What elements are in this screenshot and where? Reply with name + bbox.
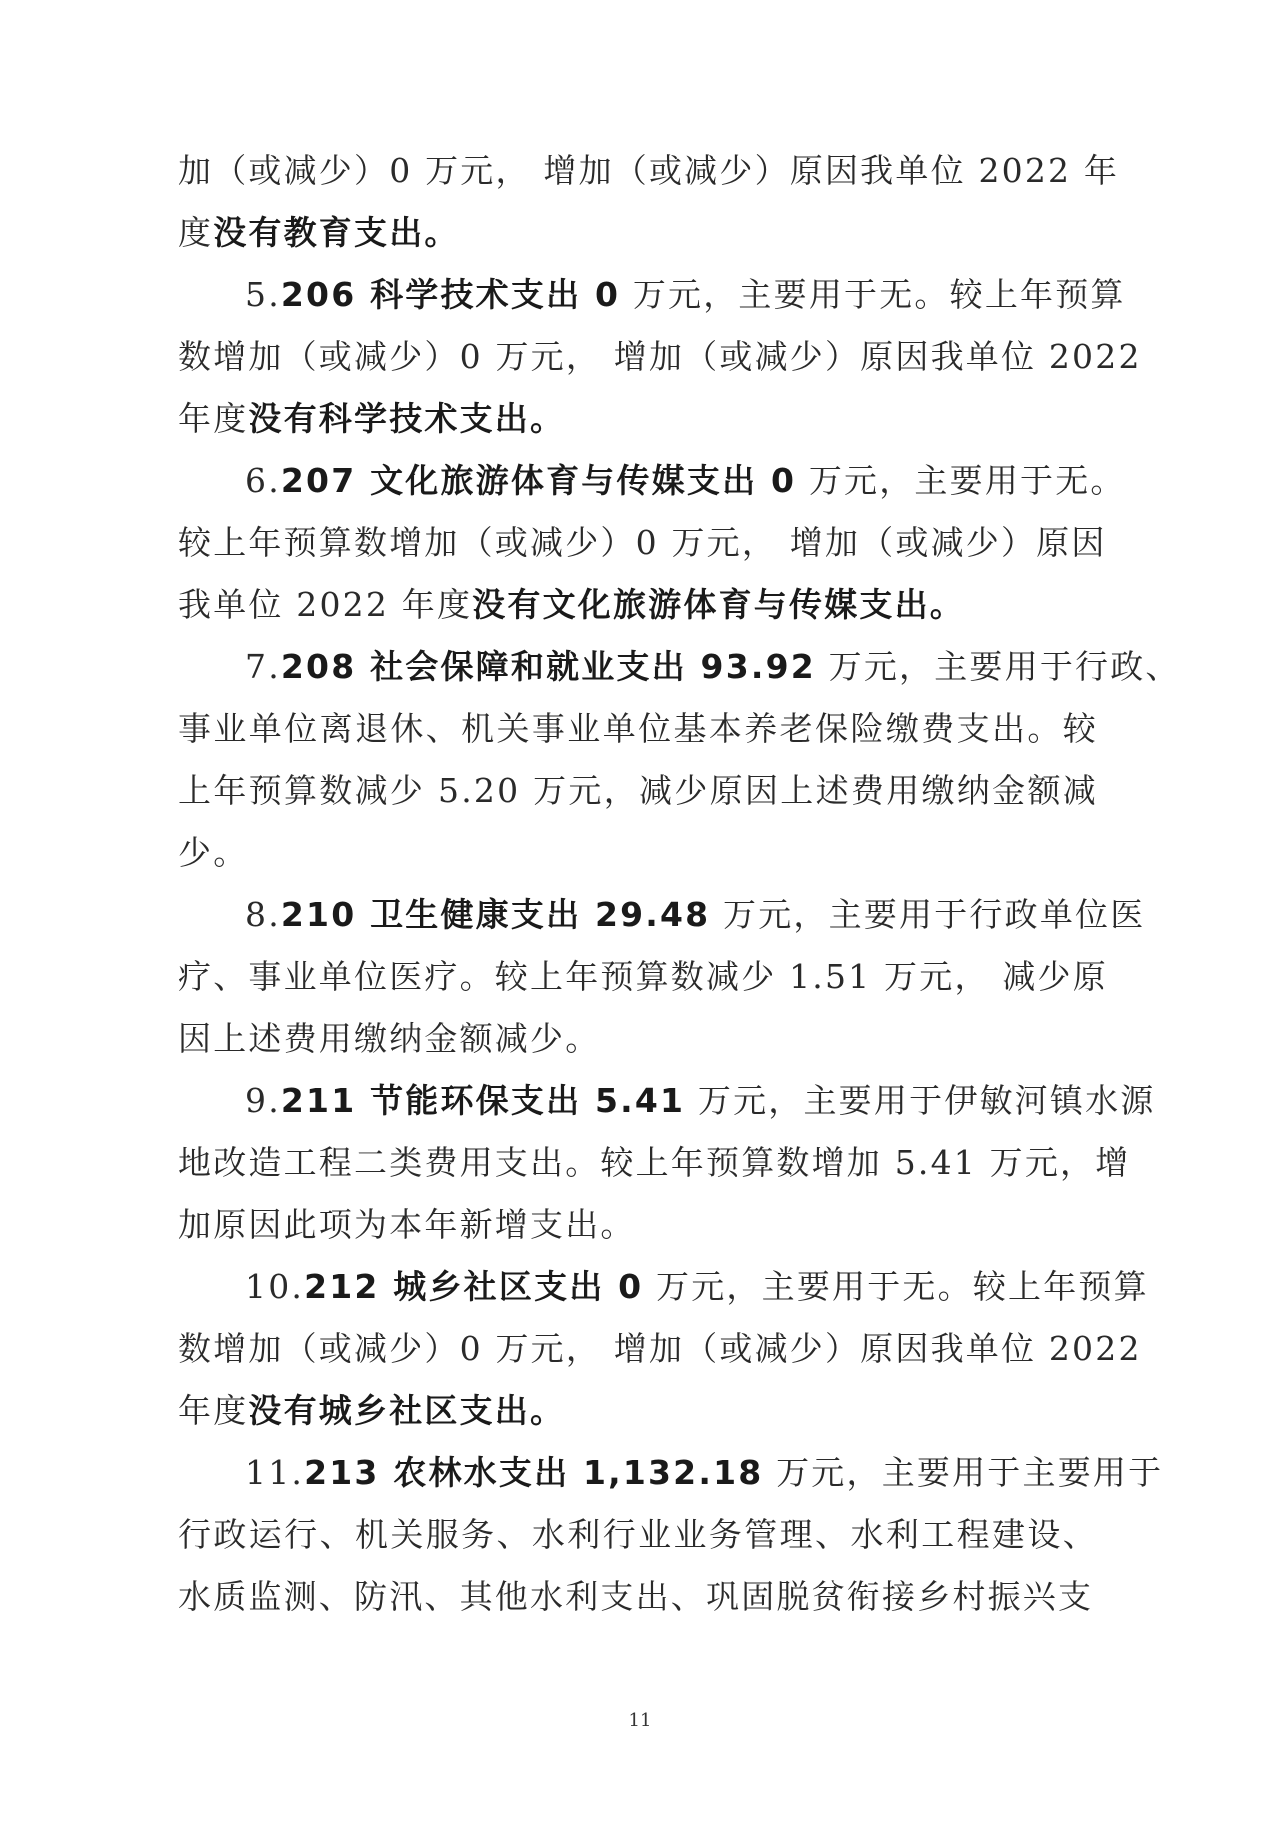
text-run: 年度: [178, 1391, 249, 1430]
bold-text: 206 科学技术支出 0: [280, 275, 621, 314]
text-run: 水质监测、防汛、其他水利支出、巩固脱贫衔接乡村振兴支: [178, 1577, 1094, 1616]
text-line: [178, 388, 1098, 450]
bold-text: 没有文化旅游体育与传媒支出。: [472, 585, 965, 624]
text-line: [178, 760, 1098, 822]
text-run: 8.: [245, 895, 281, 934]
text-line: [178, 1380, 1098, 1442]
bold-text: 210 卫生健康支出 29.48: [280, 895, 711, 934]
text-run: 较上年预算数增加（或减少）0 万元， 增加（或减少）原因: [178, 523, 1107, 562]
bold-text: 没有科学技术支出。: [248, 399, 566, 438]
bold-text: 208 社会保障和就业支出 93.92: [280, 647, 816, 686]
bold-text: 没有教育支出。: [213, 213, 460, 252]
text-line: [178, 884, 1146, 946]
text-run: 上年预算数减少 5.20 万元，减少原因上述费用缴纳金额减: [178, 771, 1098, 810]
paragraph: [178, 450, 1126, 636]
paragraph: [178, 1442, 1164, 1628]
text-line: [178, 636, 1181, 698]
text-line: [178, 1194, 1098, 1256]
bold-text: 没有城乡社区支出。: [248, 1391, 566, 1430]
text-run: 9.: [245, 1081, 281, 1120]
text-run: 万元，主要用于行政、: [815, 647, 1181, 686]
text-line: [178, 1442, 1164, 1504]
bold-text: 211 节能环保支出 5.41: [280, 1081, 686, 1120]
text-run: 万元，主要用于伊敏河镇水源: [685, 1081, 1156, 1120]
text-run: 数增加（或减少）0 万元， 增加（或减少）原因我单位 2022: [178, 337, 1142, 376]
text-line: [178, 326, 1142, 388]
text-run: 万元，主要用于行政单位医: [710, 895, 1146, 934]
text-run: 数增加（或减少）0 万元， 增加（或减少）原因我单位 2022: [178, 1329, 1142, 1368]
text-run: 6.: [245, 461, 281, 500]
text-run: 我单位 2022 年度: [178, 585, 473, 624]
text-run: 度: [178, 213, 214, 252]
text-line: [178, 1318, 1142, 1380]
text-run: 疗、事业单位医疗。较上年预算数减少 1.51 万元， 减少原: [178, 957, 1108, 996]
bold-text: 213 农林水支出 1,132.18: [304, 1453, 764, 1492]
text-run: 加原因此项为本年新增支出。: [178, 1205, 636, 1244]
text-run: 事业单位离退休、机关事业单位基本养老保险缴费支出。较: [178, 709, 1098, 748]
text-line: [178, 264, 1126, 326]
text-line: [178, 1008, 1098, 1070]
text-line: [178, 140, 1120, 202]
document-body: [178, 140, 1181, 1628]
text-line: [178, 946, 1108, 1008]
text-line: [178, 450, 1126, 512]
paragraph: [178, 636, 1181, 884]
paragraph: [178, 264, 1142, 450]
paragraph: [178, 884, 1146, 1070]
text-run: 加（或减少）0 万元， 增加（或减少）原因我单位 2022 年: [178, 151, 1120, 190]
paragraph: [178, 1070, 1156, 1256]
text-run: 万元，主要用于无。较上年预算: [643, 1267, 1149, 1306]
text-run: 5.: [245, 275, 281, 314]
page-number: 11: [628, 1710, 652, 1731]
text-line: [178, 822, 1098, 884]
text-line: [178, 1566, 1098, 1628]
text-run: 万元，主要用于无。较上年预算: [620, 275, 1126, 314]
text-run: 因上述费用缴纳金额减少。: [178, 1019, 601, 1058]
text-run: 10.: [245, 1267, 305, 1306]
text-line: [178, 1504, 1098, 1566]
text-run: 少。: [178, 833, 249, 872]
text-run: 行政运行、机关服务、水利行业业务管理、水利工程建设、: [178, 1515, 1098, 1554]
text-line: [178, 698, 1098, 760]
text-line: [178, 1256, 1149, 1318]
bold-text: 207 文化旅游体育与传媒支出 0: [280, 461, 797, 500]
text-run: 11.: [245, 1453, 305, 1492]
text-line: [178, 1070, 1156, 1132]
text-run: 万元，主要用于无。: [796, 461, 1126, 500]
text-line: [178, 1132, 1131, 1194]
bold-text: 212 城乡社区支出 0: [304, 1267, 644, 1306]
text-run: 年度: [178, 399, 249, 438]
text-line: [178, 512, 1107, 574]
paragraph: [178, 140, 1120, 264]
text-run: 地改造工程二类费用支出。较上年预算数增加 5.41 万元，增: [178, 1143, 1131, 1182]
paragraph: [178, 1256, 1149, 1442]
text-line: [178, 202, 1098, 264]
text-line: [178, 574, 1098, 636]
text-run: 万元，主要用于主要用于: [763, 1453, 1164, 1492]
text-run: 7.: [245, 647, 281, 686]
